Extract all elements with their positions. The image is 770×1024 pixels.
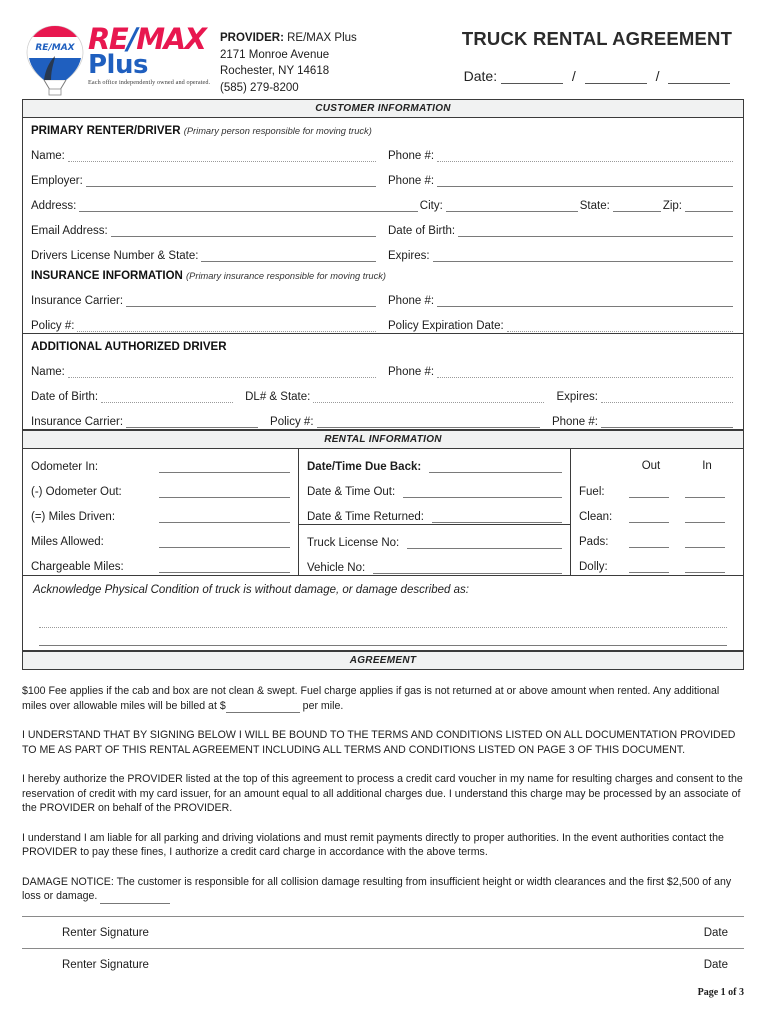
dolly-label: Dolly: <box>579 561 608 573</box>
truck-license-label: Truck License No: <box>307 537 400 549</box>
additional-dob-row <box>23 379 743 404</box>
primary-license-input[interactable] <box>201 249 376 262</box>
clean-out-input[interactable] <box>629 510 669 523</box>
datetime-due-back-input[interactable] <box>429 460 562 473</box>
insurance-policy-label: Policy #: <box>31 320 75 332</box>
logo-tagline: Each office independently owned and operated. <box>88 79 211 86</box>
agreement-fees-text-after: per mile. <box>299 699 344 712</box>
checklist-row-clean <box>571 499 743 524</box>
provider-city-state-zip: Rochester, NY 14618 <box>220 65 330 77</box>
date-field-group <box>450 68 744 84</box>
provider-phone: (585) 279-8200 <box>220 81 299 94</box>
fuel-label: Fuel: <box>579 486 605 498</box>
wordmark-plus: Plus <box>88 50 148 80</box>
rental-information-grid <box>23 449 743 576</box>
truck-license-input[interactable] <box>407 536 562 549</box>
wordmark-max: MAX <box>136 22 206 56</box>
vehicle-no-label: Vehicle No: <box>307 562 366 574</box>
additional-name-row <box>23 354 743 379</box>
page-header <box>0 0 770 94</box>
additional-driver-title <box>23 334 743 354</box>
pads-out-input[interactable] <box>629 535 669 548</box>
additional-expires-input[interactable] <box>601 390 733 403</box>
rental-row-time-returned <box>299 499 570 524</box>
primary-name-phone-label: Phone #: <box>388 150 435 162</box>
rental-row-truck-license <box>299 525 570 550</box>
additional-phone-label: Phone #: <box>551 416 598 428</box>
provider-info <box>220 22 450 96</box>
datetime-returned-input[interactable] <box>432 510 562 523</box>
chargeable-miles-input[interactable] <box>159 560 290 573</box>
rental-row-chargeable-miles <box>23 549 298 574</box>
rental-row-odometer-out <box>23 474 298 499</box>
primary-address-input[interactable] <box>79 199 417 212</box>
rental-row-time-out <box>299 474 570 499</box>
rental-row-miles-driven <box>23 499 298 524</box>
primary-name-row <box>23 138 743 163</box>
rental-row-vehicle-no <box>299 550 570 575</box>
primary-license-expires-label: Expires: <box>388 250 430 262</box>
primary-license-label: Drivers License Number & State: <box>31 250 199 262</box>
additional-insurance-row <box>23 404 743 429</box>
insurance-carrier-row <box>23 283 743 308</box>
additional-carrier-input[interactable] <box>126 415 258 428</box>
additional-dl-label: DL# & State: <box>245 391 311 403</box>
datetime-out-label: Date & Time Out: <box>307 486 396 498</box>
primary-name-label: Name: <box>31 150 65 162</box>
date-month-blank[interactable] <box>501 70 563 84</box>
additional-name-phone-label: Phone #: <box>388 366 435 378</box>
primary-renter-block <box>23 118 743 263</box>
primary-employer-phone-label: Phone #: <box>388 175 435 187</box>
remax-logo <box>24 22 220 96</box>
checklist-header-out: Out <box>641 460 661 472</box>
datetime-returned-label: Date & Time Returned: <box>307 511 424 523</box>
primary-email-row <box>23 213 743 238</box>
page-title: TRUCK RENTAL AGREEMENT <box>461 28 733 49</box>
date-year-blank[interactable] <box>668 70 730 84</box>
fuel-out-input[interactable] <box>629 485 669 498</box>
renter-signature-label-1: Renter Signature <box>62 926 149 939</box>
rental-row-odometer-in <box>23 449 298 474</box>
damage-description-line-1[interactable] <box>39 610 727 628</box>
rental-checklist-column <box>571 449 743 575</box>
signature-date-label-2: Date <box>703 958 728 971</box>
primary-renter-title <box>23 118 743 138</box>
section-header-agreement: AGREEMENT <box>23 651 743 669</box>
date-separator-2: / <box>655 68 660 84</box>
date-day-blank[interactable] <box>585 70 647 84</box>
date-label: Date: <box>463 68 498 84</box>
fuel-in-input[interactable] <box>685 485 725 498</box>
primary-name-phone-input[interactable] <box>437 149 733 162</box>
miles-allowed-input[interactable] <box>159 535 290 548</box>
renter-signature-label-2: Renter Signature <box>62 958 149 971</box>
odometer-out-label: (-) Odometer Out: <box>31 486 122 498</box>
insurance-policy-input[interactable] <box>77 319 376 332</box>
datetime-due-back-label: Date/Time Due Back: <box>307 461 422 473</box>
clean-in-input[interactable] <box>685 510 725 523</box>
insurance-carrier-phone-label: Phone #: <box>388 295 435 307</box>
odometer-out-input[interactable] <box>159 485 290 498</box>
per-mile-rate-blank[interactable] <box>226 702 300 713</box>
primary-address-label: Address: <box>31 200 77 212</box>
chargeable-miles-label: Chargeable Miles: <box>31 561 124 573</box>
insurance-policy-row <box>23 308 743 333</box>
insurance-title <box>23 263 743 283</box>
primary-city-input[interactable] <box>446 199 578 212</box>
svg-text:RE/MAX: RE/MAX <box>35 43 75 53</box>
primary-license-expires-input[interactable] <box>433 249 733 262</box>
odometer-in-input[interactable] <box>159 460 290 473</box>
primary-dob-label: Date of Birth: <box>388 225 456 237</box>
primary-address-row <box>23 188 743 213</box>
provider-name: RE/MAX Plus <box>287 32 357 44</box>
wordmark-slash: / <box>127 22 137 56</box>
primary-state-input[interactable] <box>613 199 661 212</box>
hot-air-balloon-icon <box>24 24 86 96</box>
rental-odometer-column <box>23 449 299 575</box>
insurance-block <box>23 263 743 333</box>
dolly-out-input[interactable] <box>629 560 669 573</box>
remax-wordmark <box>88 22 210 86</box>
signature-row-1[interactable] <box>22 916 744 948</box>
primary-dob-input[interactable] <box>458 224 733 237</box>
insurance-carrier-label: Insurance Carrier: <box>31 295 124 307</box>
additional-dob-label: Date of Birth: <box>31 391 99 403</box>
section-header-customer-information: CUSTOMER INFORMATION <box>23 100 743 118</box>
primary-employer-phone-input[interactable] <box>437 174 733 187</box>
dolly-in-input[interactable] <box>685 560 725 573</box>
primary-employer-row <box>23 163 743 188</box>
provider-street: 2171 Monroe Avenue <box>220 48 330 61</box>
insurance-carrier-input[interactable] <box>126 294 376 307</box>
datetime-out-input[interactable] <box>403 485 562 498</box>
provider-label: PROVIDER: <box>220 32 284 44</box>
miles-driven-input[interactable] <box>159 510 290 523</box>
primary-employer-input[interactable] <box>86 174 376 187</box>
section-header-rental-information: RENTAL INFORMATION <box>23 429 743 449</box>
additional-expires-label: Expires: <box>556 391 598 403</box>
agreement-paragraph-damage-notice <box>22 875 744 904</box>
insurance-note: (Primary insurance responsible for moving truck) <box>186 271 386 281</box>
additional-driver-heading: ADDITIONAL AUTHORIZED DRIVER <box>31 341 227 353</box>
signature-row-2[interactable] <box>22 948 744 980</box>
primary-employer-label: Employer: <box>31 175 83 187</box>
title-area <box>450 22 744 84</box>
additional-policy-label: Policy #: <box>270 416 314 428</box>
primary-license-row <box>23 238 743 263</box>
acknowledge-text: Acknowledge Physical Condition of truck is without damage, or damage described as: <box>33 584 469 596</box>
agreement-paragraph-violations: I understand I am liable for all parking and driving violations and must remit payments directly to proper authorities. In the event authorities contact the PROVIDER to pay these fines, I authorize a credit card charge in accordance with the above terms. <box>22 831 724 858</box>
damage-notice-text: DAMAGE NOTICE: The customer is responsible for all collision damage resulting from insufficient height or width clearances and the first $2,500 of any loss or damage. <box>22 875 732 902</box>
page-number-footer: Page 1 of 3 <box>697 987 744 998</box>
date-separator-1: / <box>571 68 576 84</box>
primary-renter-heading: PRIMARY RENTER/DRIVER <box>31 125 181 137</box>
vehicle-no-input[interactable] <box>373 561 562 574</box>
rental-row-miles-allowed <box>23 524 298 549</box>
primary-state-label: State: <box>579 200 610 212</box>
insurance-heading: INSURANCE INFORMATION <box>31 270 183 282</box>
primary-renter-note: (Primary person responsible for moving truck) <box>183 126 372 136</box>
clean-label: Clean: <box>579 511 613 523</box>
primary-email-label: Email Address: <box>31 225 108 237</box>
additional-driver-block <box>23 334 743 429</box>
insurance-policy-expiration-input[interactable] <box>507 319 733 332</box>
additional-name-input[interactable] <box>68 365 376 378</box>
signature-area <box>22 916 744 980</box>
rental-row-due-back <box>299 449 570 474</box>
additional-dl-input[interactable] <box>313 390 544 403</box>
primary-city-label: City: <box>419 200 443 212</box>
pads-label: Pads: <box>579 536 609 548</box>
agreement-body <box>22 684 744 904</box>
additional-policy-input[interactable] <box>317 415 540 428</box>
primary-zip-input[interactable] <box>685 199 733 212</box>
additional-phone-input[interactable] <box>601 415 733 428</box>
damage-notice-initials-blank[interactable] <box>100 893 170 904</box>
acknowledge-condition-block <box>23 576 743 651</box>
form-table <box>22 99 744 670</box>
insurance-carrier-phone-input[interactable] <box>437 294 733 307</box>
odometer-in-label: Odometer In: <box>31 461 99 473</box>
miles-driven-label: (=) Miles Driven: <box>31 511 116 523</box>
checklist-header-row <box>571 449 743 474</box>
checklist-row-dolly <box>571 549 743 574</box>
checklist-row-pads <box>571 524 743 549</box>
additional-carrier-label: Insurance Carrier: <box>31 416 124 428</box>
wordmark-re: RE <box>88 22 128 56</box>
primary-name-input[interactable] <box>68 149 376 162</box>
agreement-paragraph-understanding: I UNDERSTAND THAT BY SIGNING BELOW I WILL BE BOUND TO THE TERMS AND CONDITIONS LISTED ON ALL DOCUMENTATION PROVIDED TO ME AS PART OF THIS RENTAL AGREEMENT INCLUDING ALL TERMS AND CONDITIONS LISTED ON PAGE 3 OF THIS DOCUMENT. <box>22 729 736 756</box>
additional-dob-input[interactable] <box>101 390 233 403</box>
pads-in-input[interactable] <box>685 535 725 548</box>
damage-description-line-2[interactable] <box>39 628 727 646</box>
agreement-fees-text-before: $100 Fee applies if the cab and box are not clean & swept. Fuel charge applies if gas is not returned at or above amount when rented. Any additional miles over allowable miles will be billed at $ <box>22 685 720 712</box>
additional-name-phone-input[interactable] <box>437 365 733 378</box>
checklist-row-fuel <box>571 474 743 499</box>
agreement-paragraph-fees <box>22 684 744 713</box>
signature-date-label-1: Date <box>703 926 728 939</box>
additional-name-label: Name: <box>31 366 65 378</box>
primary-email-input[interactable] <box>111 224 376 237</box>
insurance-policy-expiration-label: Policy Expiration Date: <box>388 320 504 332</box>
primary-zip-label: Zip: <box>662 200 682 212</box>
rental-datetime-column <box>299 449 571 575</box>
checklist-header-in: In <box>702 460 712 472</box>
agreement-paragraph-credit-card: I hereby authorize the PROVIDER listed at the top of this agreement to process a credit card voucher in my name for resulting charges and consent to the reservation of credit with my card issuer, for an amount equal to all additional charges due. I understand this charge may be processed by an associate of the PROVIDER on behalf of the PROVIDER. <box>22 773 743 814</box>
miles-allowed-label: Miles Allowed: <box>31 536 104 548</box>
